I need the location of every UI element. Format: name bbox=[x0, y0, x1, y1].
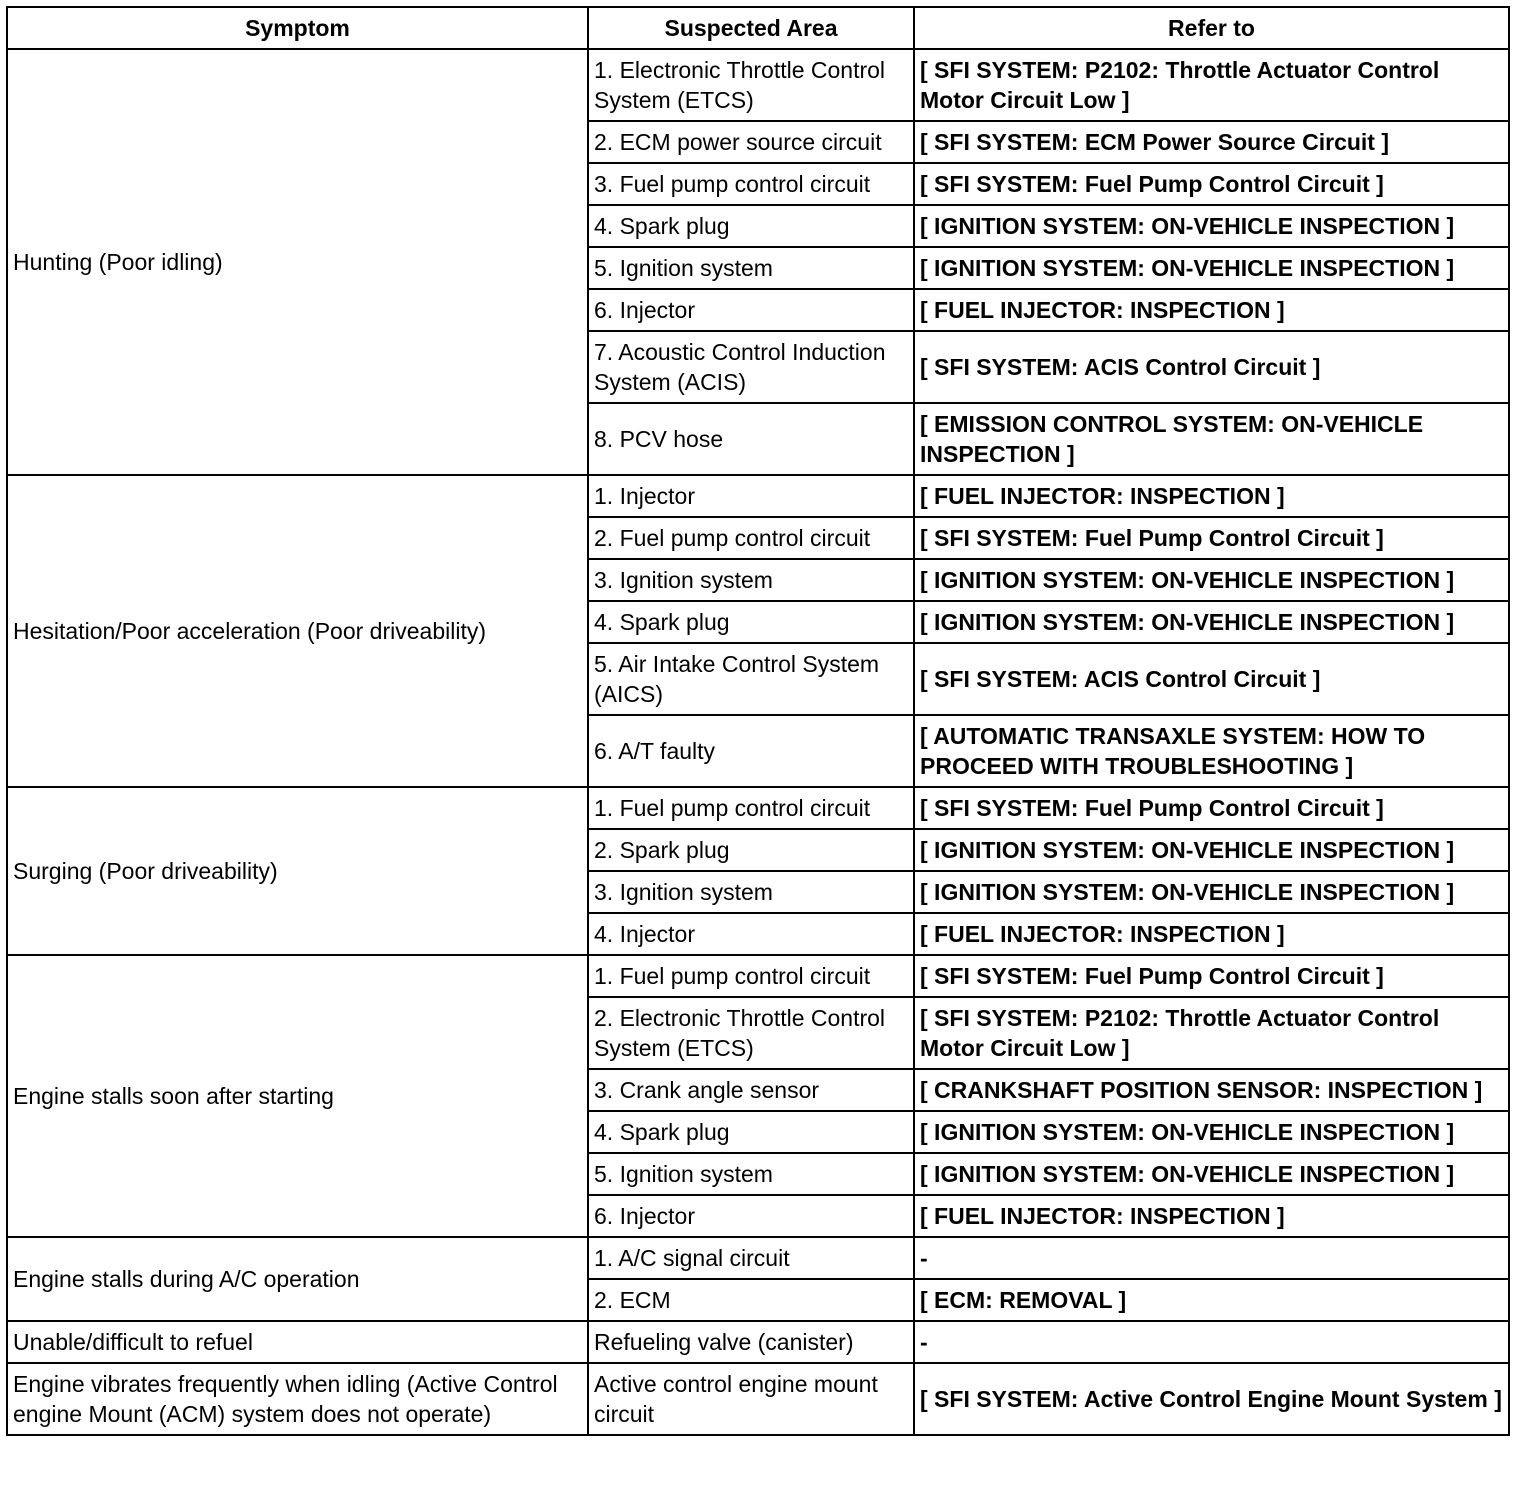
symptom-cell: Engine stalls during A/C operation bbox=[7, 1237, 588, 1321]
header-refer-to: Refer to bbox=[914, 7, 1509, 49]
refer-to-cell: [ IGNITION SYSTEM: ON-VEHICLE INSPECTION ] bbox=[914, 205, 1509, 247]
suspected-area-cell: 6. Injector bbox=[588, 1195, 914, 1237]
suspected-area-cell: Refueling valve (canister) bbox=[588, 1321, 914, 1363]
table-row bbox=[7, 787, 1509, 829]
table-row bbox=[7, 49, 1509, 121]
suspected-area-cell: 2. Fuel pump control circuit bbox=[588, 517, 914, 559]
refer-to-cell: - bbox=[914, 1321, 1509, 1363]
refer-to-cell: [ CRANKSHAFT POSITION SENSOR: INSPECTION ] bbox=[914, 1069, 1509, 1111]
refer-to-cell: [ ECM: REMOVAL ] bbox=[914, 1279, 1509, 1321]
header-suspected-area: Suspected Area bbox=[588, 7, 914, 49]
suspected-area-cell: 4. Spark plug bbox=[588, 205, 914, 247]
refer-to-cell: [ IGNITION SYSTEM: ON-VEHICLE INSPECTION ] bbox=[914, 247, 1509, 289]
refer-to-cell: [ SFI SYSTEM: Fuel Pump Control Circuit ] bbox=[914, 163, 1509, 205]
table-row bbox=[7, 955, 1509, 997]
suspected-area-cell: 4. Spark plug bbox=[588, 601, 914, 643]
suspected-area-cell: Active control engine mount circuit bbox=[588, 1363, 914, 1435]
refer-to-cell: [ IGNITION SYSTEM: ON-VEHICLE INSPECTION ] bbox=[914, 871, 1509, 913]
symptom-cell: Hunting (Poor idling) bbox=[7, 49, 588, 475]
symptom-cell: Hesitation/Poor acceleration (Poor driveability) bbox=[7, 475, 588, 787]
suspected-area-cell: 1. Electronic Throttle Control System (ETCS) bbox=[588, 49, 914, 121]
refer-to-cell: [ AUTOMATIC TRANSAXLE SYSTEM: HOW TO PROCEED WITH TROUBLESHOOTING ] bbox=[914, 715, 1509, 787]
refer-to-cell: [ IGNITION SYSTEM: ON-VEHICLE INSPECTION ] bbox=[914, 1153, 1509, 1195]
suspected-area-cell: 3. Ignition system bbox=[588, 559, 914, 601]
refer-to-cell: [ EMISSION CONTROL SYSTEM: ON-VEHICLE INSPECTION ] bbox=[914, 403, 1509, 475]
symptom-cell: Unable/difficult to refuel bbox=[7, 1321, 588, 1363]
suspected-area-cell: 3. Crank angle sensor bbox=[588, 1069, 914, 1111]
refer-to-cell: [ IGNITION SYSTEM: ON-VEHICLE INSPECTION ] bbox=[914, 601, 1509, 643]
refer-to-cell: - bbox=[914, 1237, 1509, 1279]
refer-to-cell: [ FUEL INJECTOR: INSPECTION ] bbox=[914, 289, 1509, 331]
table-row bbox=[7, 1237, 1509, 1279]
refer-to-cell: [ SFI SYSTEM: Fuel Pump Control Circuit ] bbox=[914, 517, 1509, 559]
suspected-area-cell: 2. Electronic Throttle Control System (ETCS) bbox=[588, 997, 914, 1069]
suspected-area-cell: 4. Injector bbox=[588, 913, 914, 955]
suspected-area-cell: 5. Ignition system bbox=[588, 1153, 914, 1195]
suspected-area-cell: 2. ECM power source circuit bbox=[588, 121, 914, 163]
suspected-area-cell: 6. Injector bbox=[588, 289, 914, 331]
suspected-area-cell: 2. Spark plug bbox=[588, 829, 914, 871]
suspected-area-cell: 3. Ignition system bbox=[588, 871, 914, 913]
refer-to-cell: [ FUEL INJECTOR: INSPECTION ] bbox=[914, 913, 1509, 955]
refer-to-cell: [ IGNITION SYSTEM: ON-VEHICLE INSPECTION ] bbox=[914, 1111, 1509, 1153]
symptom-table bbox=[6, 6, 1510, 1436]
suspected-area-cell: 8. PCV hose bbox=[588, 403, 914, 475]
refer-to-cell: [ FUEL INJECTOR: INSPECTION ] bbox=[914, 475, 1509, 517]
header-symptom: Symptom bbox=[7, 7, 588, 49]
refer-to-cell: [ SFI SYSTEM: ACIS Control Circuit ] bbox=[914, 643, 1509, 715]
header-row bbox=[7, 7, 1509, 49]
symptom-cell: Engine stalls soon after starting bbox=[7, 955, 588, 1237]
suspected-area-cell: 1. Fuel pump control circuit bbox=[588, 955, 914, 997]
suspected-area-cell: 1. Injector bbox=[588, 475, 914, 517]
refer-to-cell: [ SFI SYSTEM: ECM Power Source Circuit ] bbox=[914, 121, 1509, 163]
refer-to-cell: [ SFI SYSTEM: P2102: Throttle Actuator Control Motor Circuit Low ] bbox=[914, 49, 1509, 121]
suspected-area-cell: 1. Fuel pump control circuit bbox=[588, 787, 914, 829]
refer-to-cell: [ SFI SYSTEM: P2102: Throttle Actuator Control Motor Circuit Low ] bbox=[914, 997, 1509, 1069]
refer-to-cell: [ SFI SYSTEM: Fuel Pump Control Circuit ] bbox=[914, 955, 1509, 997]
table-row bbox=[7, 1321, 1509, 1363]
refer-to-cell: [ SFI SYSTEM: ACIS Control Circuit ] bbox=[914, 331, 1509, 403]
suspected-area-cell: 6. A/T faulty bbox=[588, 715, 914, 787]
symptom-cell: Engine vibrates frequently when idling (Active Control engine Mount (ACM) system does not operate) bbox=[7, 1363, 588, 1435]
table-row bbox=[7, 475, 1509, 517]
refer-to-cell: [ SFI SYSTEM: Active Control Engine Mount System ] bbox=[914, 1363, 1509, 1435]
symptom-cell: Surging (Poor driveability) bbox=[7, 787, 588, 955]
refer-to-cell: [ IGNITION SYSTEM: ON-VEHICLE INSPECTION ] bbox=[914, 829, 1509, 871]
suspected-area-cell: 5. Ignition system bbox=[588, 247, 914, 289]
suspected-area-cell: 4. Spark plug bbox=[588, 1111, 914, 1153]
refer-to-cell: [ IGNITION SYSTEM: ON-VEHICLE INSPECTION ] bbox=[914, 559, 1509, 601]
suspected-area-cell: 7. Acoustic Control Induction System (ACIS) bbox=[588, 331, 914, 403]
table-row bbox=[7, 1363, 1509, 1435]
suspected-area-cell: 3. Fuel pump control circuit bbox=[588, 163, 914, 205]
refer-to-cell: [ SFI SYSTEM: Fuel Pump Control Circuit ] bbox=[914, 787, 1509, 829]
suspected-area-cell: 2. ECM bbox=[588, 1279, 914, 1321]
refer-to-cell: [ FUEL INJECTOR: INSPECTION ] bbox=[914, 1195, 1509, 1237]
suspected-area-cell: 5. Air Intake Control System (AICS) bbox=[588, 643, 914, 715]
suspected-area-cell: 1. A/C signal circuit bbox=[588, 1237, 914, 1279]
